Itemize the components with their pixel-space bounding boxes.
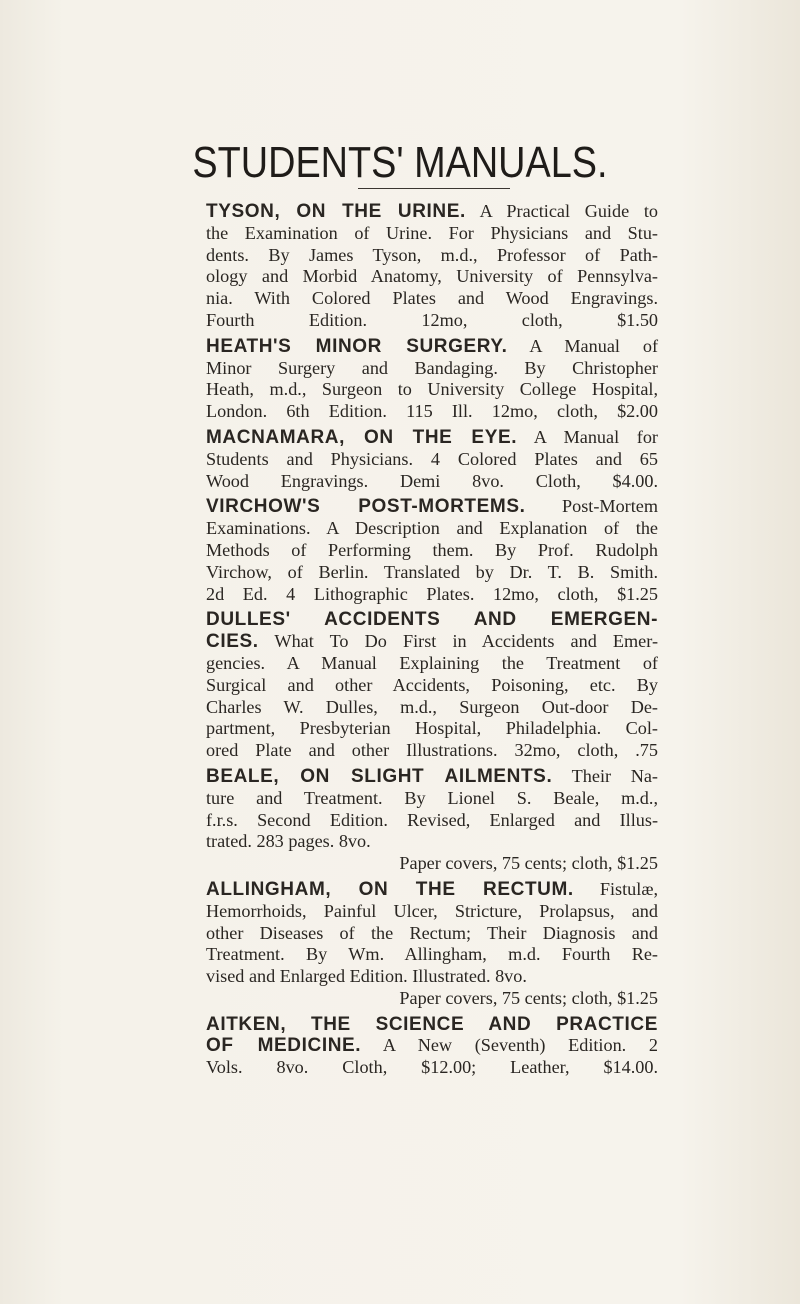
- entry-dulles: [206, 609, 658, 762]
- entry-line: OF MEDICINE. A New (Seventh) Edition. 2: [206, 1035, 658, 1057]
- entry-line: trated. 283 pages. 8vo.: [206, 831, 371, 852]
- entry-tyson: [206, 201, 658, 332]
- entry-allingham: [206, 879, 658, 1010]
- entry-line: MACNAMARA, ON THE EYE. A Manual for: [206, 426, 658, 448]
- entry-line: VIRCHOW'S POST-MORTEMS. Post-Mortem: [206, 496, 658, 518]
- entry-line: Fourth Edition. 12mo, cloth, $1.50: [206, 309, 659, 330]
- entry-line: ALLINGHAM, ON THE RECTUM. Fistulæ,: [206, 878, 658, 900]
- title-rule: [358, 188, 510, 189]
- entry-line: CIES. What To Do First in Accidents and Emer-: [206, 631, 659, 653]
- entry-macnamara: [206, 427, 658, 492]
- entry-line: TYSON, ON THE URINE. A Practical Guide to: [206, 201, 658, 222]
- entry-beale: [206, 766, 658, 875]
- entry-line: [206, 1014, 658, 1036]
- entry-line: Vols. 8vo. Cloth, $12.00; Leather, $14.00.: [206, 1057, 659, 1078]
- entry-heading: AITKEN, THE SCIENCE AND PRACTICE: [206, 1013, 658, 1035]
- entry-heading: HEATH'S MINOR SURGERY.: [206, 335, 508, 357]
- entry-line: Heath, m.d., Surgeon to University College Hospital,: [206, 379, 658, 400]
- entry-line: 2d Ed. 4 Lithographic Plates. 12mo, cloth, $1.25: [206, 583, 658, 604]
- entry-price: Paper covers, 75 cents; cloth, $1.25: [399, 987, 658, 1008]
- entry-heading: VIRCHOW'S POST-MORTEMS.: [206, 496, 526, 518]
- entry-line: partment, Presbyterian Hospital, Philadelphia. Col-: [206, 718, 658, 739]
- entry-heading: ALLINGHAM, ON THE RECTUM.: [206, 878, 574, 900]
- entry-heading: MACNAMARA, ON THE EYE.: [206, 426, 518, 448]
- entry-line: other Diseases of the Rectum; Their Diagnosis and: [206, 922, 658, 943]
- entry-heading: DULLES' ACCIDENTS AND EMERGEN-: [206, 609, 658, 631]
- entry-line: f.r.s. Second Edition. Revised, Enlarged and Illus-: [206, 809, 658, 830]
- page-title: STUDENTS' MANUALS.: [192, 138, 608, 187]
- entry-price: Cloth, $12.00; Leather, $14.00.: [342, 1057, 659, 1078]
- entry-line: Wood Engravings. Demi 8vo. Cloth, $4.00.: [206, 470, 658, 491]
- entry-line: gencies. A Manual Explaining the Treatment of: [206, 652, 658, 673]
- entry-heading: TYSON, ON THE URINE.: [206, 201, 466, 222]
- entry-line: [206, 609, 658, 631]
- entry-price: 12mo, cloth, $1.50: [421, 309, 659, 330]
- entry-line: London. 6th Edition. 115 Ill. 12mo, cloth, $2.00: [206, 401, 658, 422]
- entry-line: Treatment. By Wm. Allingham, m.d. Fourth Re-: [206, 944, 658, 965]
- entry-line: ored Plate and other Illustrations. 32mo, cloth, .75: [206, 740, 658, 761]
- entry-line: Minor Surgery and Bandaging. By Christopher: [206, 357, 658, 378]
- entry-virchow: [206, 496, 658, 605]
- entry-line: Charles W. Dulles, m.d., Surgeon Out-door De-: [206, 696, 658, 717]
- entry-line: vised and Enlarged Edition. Illustrated. 8vo.: [206, 966, 527, 987]
- entry-line: HEATH'S MINOR SURGERY. A Manual of: [206, 335, 658, 357]
- entry-line: the Examination of Urine. For Physicians and Stu-: [206, 222, 658, 243]
- entry-list: [206, 201, 658, 1079]
- entry-line: ology and Morbid Anatomy, University of Pennsylva-: [206, 266, 658, 287]
- entry-line: ture and Treatment. By Lionel S. Beale, m.d.,: [206, 787, 658, 808]
- entry-price: Paper covers, 75 cents; cloth, $1.25: [399, 853, 658, 874]
- entry-line: Virchow, of Berlin. Translated by Dr. T. B. Smith.: [206, 561, 658, 582]
- entry-line: dents. By James Tyson, m.d., Professor of Path-: [206, 244, 658, 265]
- entry-line: Students and Physicians. 4 Colored Plates and 65: [206, 448, 658, 469]
- entry-line: nia. With Colored Plates and Wood Engravings.: [206, 288, 658, 309]
- entry-price: Cloth, $4.00.: [535, 470, 658, 491]
- entry-aitken: [206, 1014, 658, 1079]
- entry-heading: BEALE, ON SLIGHT AILMENTS.: [206, 765, 553, 787]
- entry-line: Surgical and other Accidents, Poisoning, etc. By: [206, 674, 658, 695]
- entry-line: Methods of Performing them. By Prof. Rudolph: [206, 539, 658, 560]
- entry-line: BEALE, ON SLIGHT AILMENTS. Their Na-: [206, 765, 658, 787]
- entry-line: Hemorrhoids, Painful Ulcer, Stricture, Prolapsus, and: [206, 900, 658, 921]
- entry-line: Examinations. A Description and Explanation of the: [206, 518, 658, 539]
- entry-heath: [206, 336, 658, 423]
